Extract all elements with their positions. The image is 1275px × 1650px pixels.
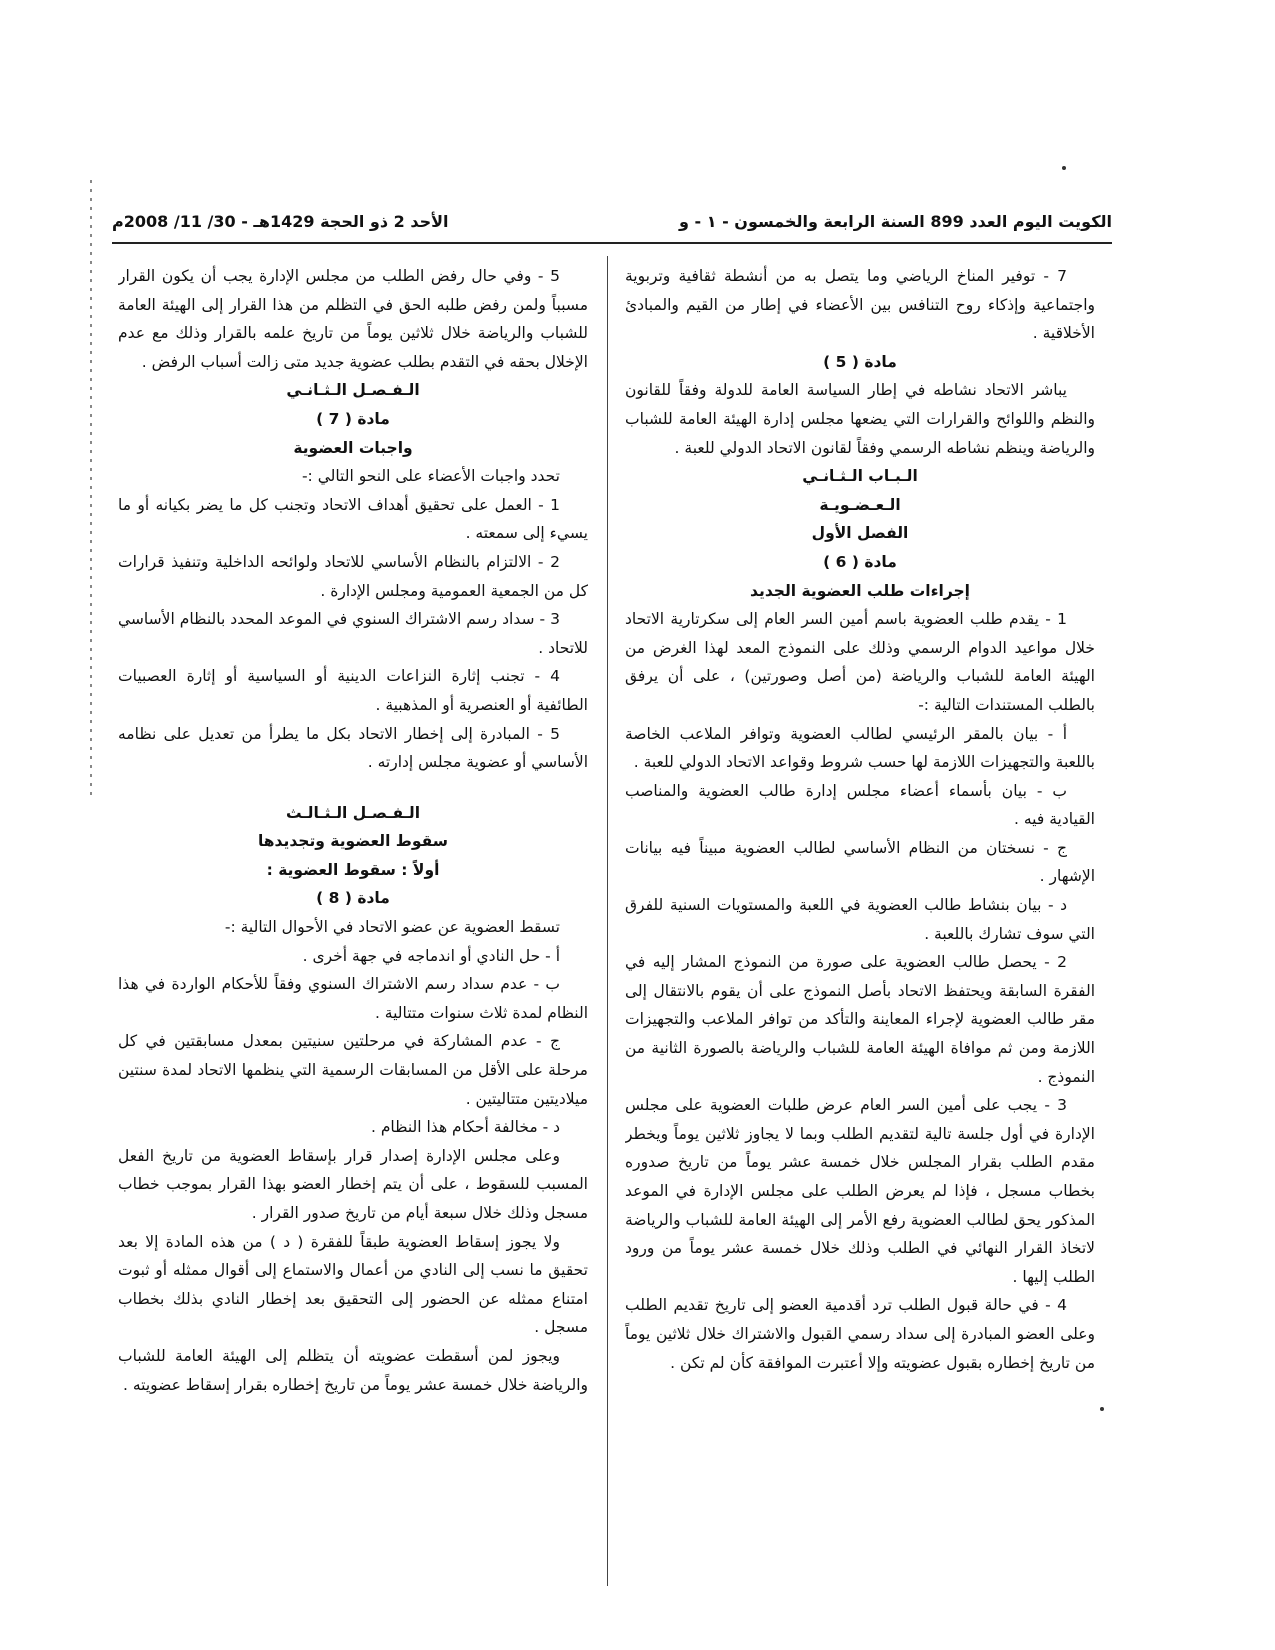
paragraph: د - مخالفة أحكام هذا النظام . <box>370 1118 560 1137</box>
scan-speck <box>1100 1407 1104 1411</box>
paragraph: تحدد واجبات الأعضاء على النحو التالي :- <box>301 467 560 486</box>
paragraph: 1 - العمل على تحقيق أهداف الاتحاد وتجنب كل ما يضر بكيانه أو ما يسيء إلى سمعته . <box>118 495 588 543</box>
paragraph: أ - حل النادي أو اندماجه في جهة أخرى . <box>302 946 560 965</box>
section-heading: الـفـصـل الـثـالـث <box>285 803 421 822</box>
paragraph: 5 - المبادرة إلى إخطار الاتحاد بكل ما يطرأ من تعديل على نظامه الأساسي أو عضوية مجلس إدارته . <box>118 724 588 772</box>
scan-speck <box>1062 166 1066 170</box>
paragraph: 7 - توفير المناخ الرياضي وما يتصل به من أنشطة ثقافية وتربوية واجتماعية وإذكاء روح التنافس بين الأعضاء في إطار من القيم والمبادئ الأخلاقية . <box>625 267 1095 343</box>
paragraph: 1 - يقدم طلب العضوية باسم أمين السر العام إلى سكرتارية الاتحاد خلال مواعيد الدوام الرسمي وذلك على النموذج المعد لهذا الغرض من الهيئة العامة للشباب والرياضة (من أصل وصورتين) ، على أن يرفق بالطلب المستندات التالية :- <box>625 610 1095 714</box>
paragraph: وعلى مجلس الإدارة إصدار قرار بإسقاط العضوية من تاريخ الفعل المسبب للسقوط ، على أن يتم إخطار العضو بهذا القرار بموجب خطاب مسجل وذلك خلال سبعة أيام من تاريخ صدور القرار . <box>118 1146 588 1222</box>
paragraph: 3 - يجب على أمين السر العام عرض طلبات العضوية على مجلس الإدارة في أول جلسة تالية لتقديم الطلب وبما لا يجاوز ثلاثين يوماً ويخطر مقدم الطلب بقرار المجلس خلال خمسة عشر يوماً من تاريخ صدوره بخطاب مسجل ، فإذا لم يعرض الطلب على مجلس الإدارة في الموعد المذكور يحق لطالب العضوية رفع الأمر إلى الهيئة العامة للشباب والرياضة لاتخاذ القرار النهائي في الطلب وذلك خلال خمسة عشر يوماً من ورود الطلب إليها . <box>625 1096 1095 1286</box>
paragraph: تسقط العضوية عن عضو الاتحاد في الأحوال التالية :- <box>224 918 560 937</box>
section-heading: الفصل الأول <box>811 524 909 543</box>
paragraph: 3 - سداد رسم الاشتراك السنوي في الموعد المحدد بالنظام الأساسي للاتحاد . <box>118 610 588 657</box>
header-issue-info: الكويت اليوم العدد 899 السنة الرابعة والخمسون - ١ - و <box>679 212 1112 231</box>
section-heading: أولاً : سقوط العضوية : <box>266 860 440 879</box>
scan-margin-mark <box>90 180 92 800</box>
paragraph: يباشر الاتحاد نشاطه في إطار السياسة العامة للدولة وفقاً للقانون والنظم واللوائح والقرارات التي يضعها مجلس إدارة الهيئة العامة للشباب والرياضة وينظم نشاطه الرسمي وفقاً لقانون الاتحاد الدولي للعبة . <box>625 381 1095 457</box>
paragraph: د - بيان بنشاط طالب العضوية في اللعبة والمستويات السنية للفرق التي سوف تشارك باللعبة . <box>625 896 1095 943</box>
section-heading: الـفـصـل الـثـانـي <box>286 381 420 400</box>
right-column <box>625 262 1095 1582</box>
section-heading: الـعـضـويـة <box>819 495 901 514</box>
section-heading: مادة ( 6 ) <box>823 552 897 571</box>
paragraph: 2 - يحصل طالب العضوية على صورة من النموذج المشار إليه في الفقرة السابقة ويحتفظ الاتحاد بأصل النموذج على أن يقوم بالانتقال إلى مقر طالب العضوية لإجراء المعاينة والتأكد من توافر الملاعب والتجهيزات اللازمة ومن ثم موافاة الهيئة العامة للشباب والرياضة بالصورة الثانية من النموذج . <box>625 953 1095 1086</box>
left-column <box>118 262 588 1582</box>
section-heading: سقوط العضوية وتجديدها <box>257 832 449 851</box>
paragraph: ولا يجوز إسقاط العضوية طبقاً للفقرة ( د ) من هذه المادة إلا بعد تحقيق ما نسب إلى النادي من أعمال والاستماع إلى أقوال ممثله أو ثبوت امتناع ممثله عن الحضور إلى التحقيق بعد إخطار النادي بذلك بخطاب مسجل . <box>118 1232 588 1337</box>
section-heading: مادة ( 8 ) <box>316 889 390 908</box>
page-header <box>112 208 1112 244</box>
column-divider <box>607 256 608 1586</box>
section-heading: مادة ( 5 ) <box>823 352 897 371</box>
paragraph: ج - عدم المشاركة في مرحلتين سنيتين بمعدل مسابقتين في كل مرحلة على الأقل من المسابقات الرسمية التي ينظمها الاتحاد لمدة سنتين ميلاديتين متتاليتين . <box>118 1032 588 1108</box>
paragraph: 4 - تجنب إثارة النزاعات الدينية أو السياسية أو إثارة العصبيات الطائفية أو العنصرية أو المذهبية . <box>118 667 588 714</box>
paragraph: ب - عدم سداد رسم الاشتراك السنوي وفقاً للأحكام الواردة في هذا النظام لمدة ثلاث سنوات متتالية . <box>118 975 588 1022</box>
section-heading: إجراءات طلب العضوية الجديد <box>750 581 970 600</box>
paragraph: ويجوز لمن أسقطت عضويته أن يتظلم إلى الهيئة العامة للشباب والرياضة خلال خمسة عشر يوماً من تاريخ إخطاره بقرار إسقاط عضويته . <box>118 1346 588 1394</box>
paragraph: 5 - وفي حال رفض الطلب من مجلس الإدارة يجب أن يكون القرار مسبباً ولمن رفض طلبه الحق في التظلم من هذا القرار إلى الهيئة العامة للشباب والرياضة خلال ثلاثين يوماً من تاريخ علمه بالقرار وذلك مع عدم الإخلال بحقه في التقدم بطلب عضوية جديد متى زالت أسباب الرفض . <box>118 267 588 371</box>
paragraph: 4 - في حالة قبول الطلب ترد أقدمية العضو إلى تاريخ تقديم الطلب وعلى العضو المبادرة إلى سداد رسمي القبول والاشتراك خلال ثلاثين يوماً من تاريخ إخطاره بقبول عضويته وإلا أعتبرت الموافقة كأن لم تكن . <box>625 1296 1095 1372</box>
section-heading: مادة ( 7 ) <box>316 409 390 428</box>
paragraph: ب - بيان بأسماء أعضاء مجلس إدارة طالب العضوية والمناصب القيادية فيه . <box>625 781 1095 829</box>
paragraph: أ - بيان بالمقر الرئيسي لطالب العضوية وتوافر الملاعب الخاصة باللعبة والتجهيزات اللازمة لها حسب شروط وقواعد الاتحاد الدولي للعبة . <box>625 724 1095 772</box>
section-heading: واجبات العضوية <box>293 438 413 457</box>
paragraph: ج - نسختان من النظام الأساسي لطالب العضوية مبيناً فيه بيانات الإشهار . <box>625 838 1095 886</box>
header-date: الأحد 2 ذو الحجة 1429هـ - 30/ 11/ 2008م <box>112 212 449 231</box>
paragraph: 2 - الالتزام بالنظام الأساسي للاتحاد ولوائحه الداخلية وتنفيذ قرارات كل من الجمعية العمومية ومجلس الإدارة . <box>118 552 588 600</box>
section-heading: الـبـاب الـثـانـي <box>802 467 918 486</box>
spacer <box>118 777 588 799</box>
